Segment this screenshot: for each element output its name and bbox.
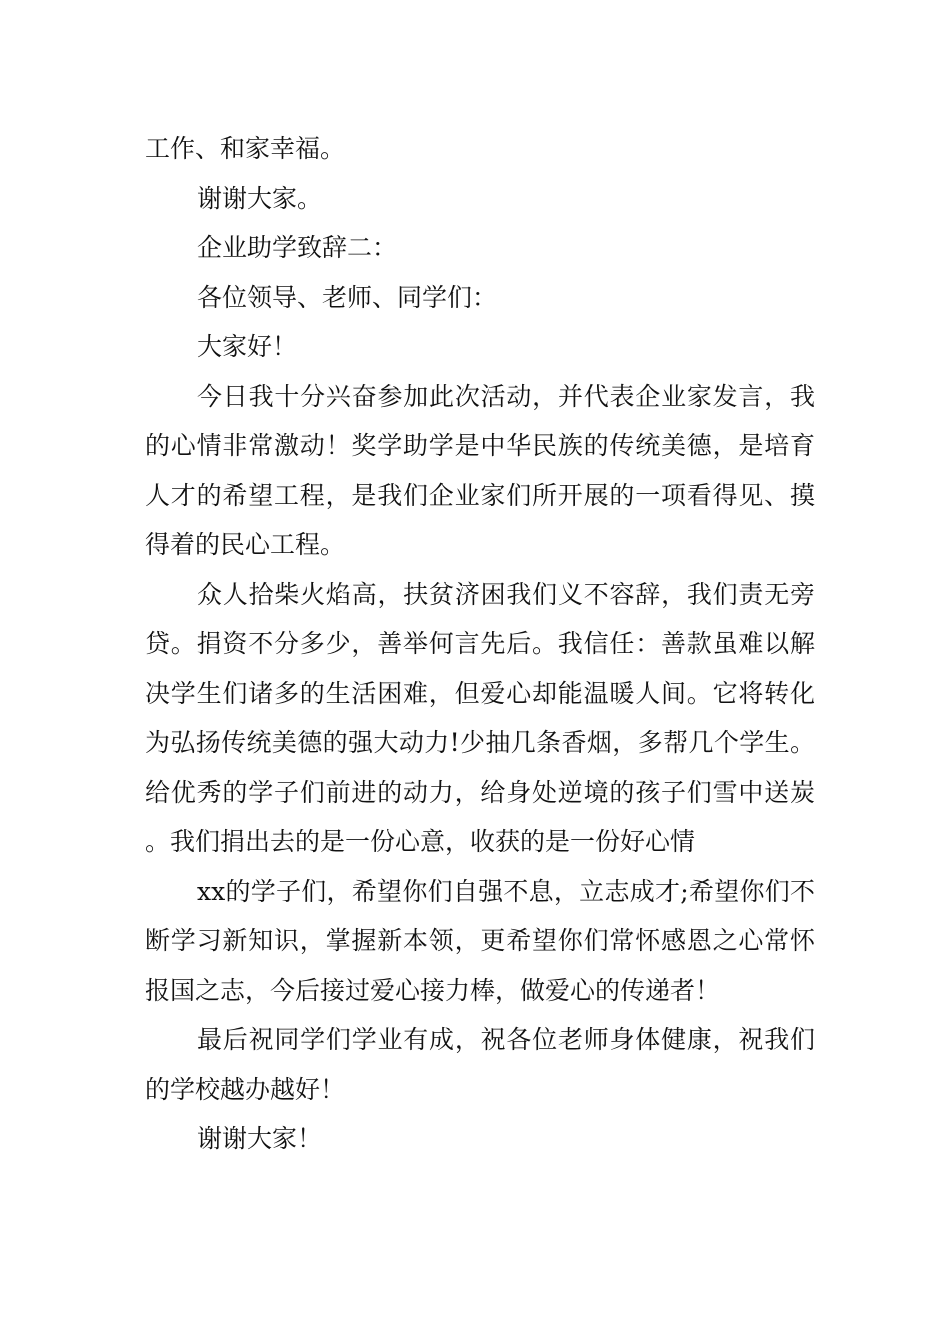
paragraph-final-thanks: 谢谢大家！ [197,1124,323,1153]
paragraph-intro: 今日我十分兴奋参加此次活动，并代表企业家发言，我的心情非常激动！奖学助学是中华民族的传统美德，是培育人才的希望工程，是我们企业家们所开展的一项看得见、摸得着的民心工程。 [145,381,815,559]
paragraph-closing-fragment: 工作、和家幸福。 [145,134,346,163]
paragraph-wishes: 最后祝同学们学业有成，祝各位老师身体健康，祝我们的学校越办越好！ [145,1025,815,1104]
greeting: 大家好！ [197,332,298,361]
document-body [145,124,815,1164]
salutation: 各位领导、老师、同学们： [197,282,498,312]
paragraph-thanks: 谢谢大家。 [197,183,323,213]
paragraph-charity: 众人拾柴火焰高，扶贫济困我们义不容辞，我们责无旁贷。捐资不分多少，善举何言先后。我信任：善款虽难以解决学生们诸多的生活困难，但爱心却能温暖人间。它将转化为弘扬传统美德的强大动力!少抽几条香烟，多帮几个学生。给优秀的学子们前进的动力，给身处逆境的孩子们雪中送炭。我们捐出去的是一份心意，收获的是一份好心情 [145,579,815,856]
paragraph-students: xx的学子们，希望你们自强不息，立志成才;希望你们不断学习新知识，掌握新本领，更希望你们常怀感恩之心常怀报国之志，今后接过爱心接力棒，做爱心的传递者！ [145,876,815,1005]
section-heading: 企业助学致辞二： [197,233,398,262]
